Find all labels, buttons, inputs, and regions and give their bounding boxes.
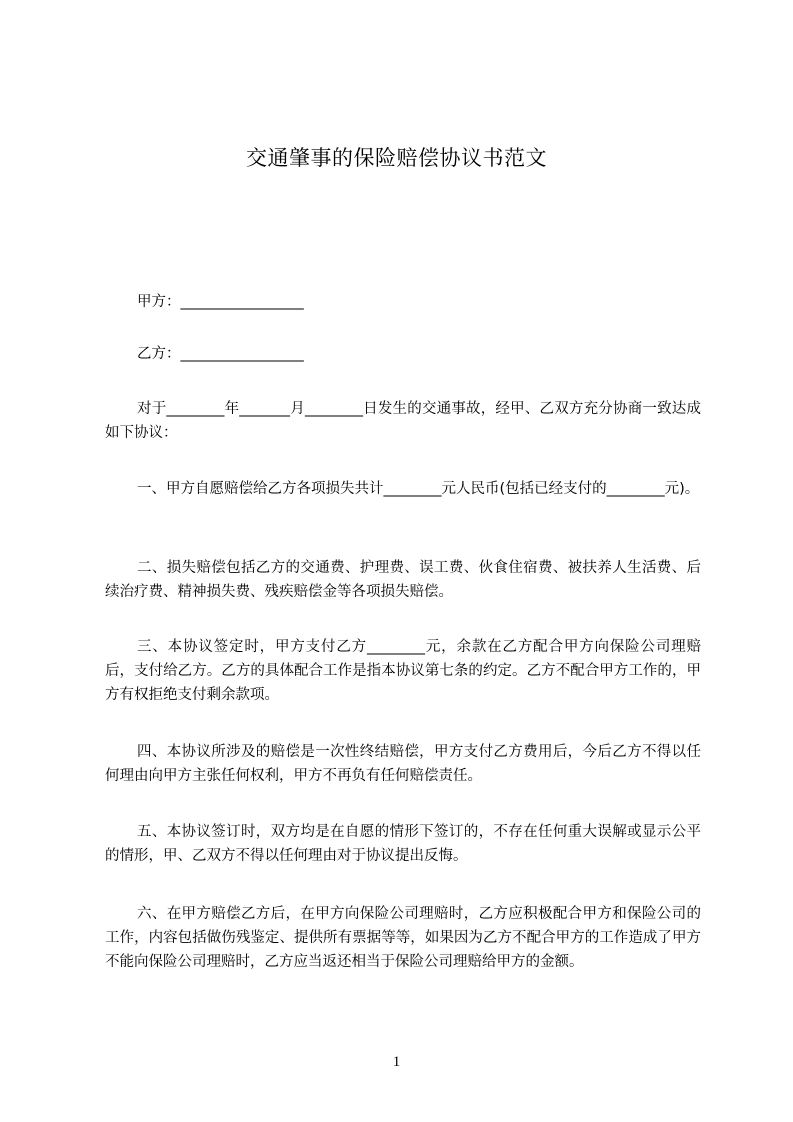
party-a-line: 甲方：_________________ — [137, 294, 304, 310]
clause-1-paragraph: 一、甲方自愿赔偿给乙方各项损失共计________元人民币(包括已经支付的________元)。 — [137, 481, 700, 497]
clause-5-paragraph: 五、本协议签订时，双方均是在自愿的情形下签订的，不存在任何重大误解或显示公平的情形，甲、乙双方不得以任何理由对于协议提出反悔。 — [105, 824, 701, 864]
document-title: 交通肇事的保险赔偿协议书范文 — [246, 146, 547, 170]
clause-4-paragraph: 四、本协议所涉及的赔偿是一次性终结赔偿，甲方支付乙方费用后，今后乙方不得以任何理由向甲方主张任何权利，甲方不再负有任何赔偿责任。 — [105, 744, 701, 784]
party-b-line: 乙方：_________________ — [137, 346, 304, 362]
page-number: 1 — [392, 1054, 401, 1070]
clause-3-paragraph: 三、本协议签定时，甲方支付乙方________元，余款在乙方配合甲方向保险公司理赔后，支付给乙方。乙方的具体配合工作是指本协议第七条的约定。乙方不配合甲方工作的，甲方有权拒绝支付剩余款项。 — [105, 639, 701, 703]
clause-6-paragraph: 六、在甲方赔偿乙方后，在甲方向保险公司理赔时，乙方应积极配合甲方和保险公司的工作，内容包括做伤残鉴定、提供所有票据等等，如果因为乙方不配合甲方的工作造成了甲方不能向保险公司理赔时，乙方应当返还相当于保险公司理赔给甲方的金额。 — [105, 906, 701, 970]
clause-2-paragraph: 二、损失赔偿包括乙方的交通费、护理费、误工费、伙食住宿费、被扶养人生活费、后续治疗费、精神损失费、残疾赔偿金等各项损失赔偿。 — [105, 560, 701, 600]
preamble-paragraph: 对于________年_______月________日发生的交通事故，经甲、乙双方充分协商一致达成如下协议： — [105, 401, 701, 441]
